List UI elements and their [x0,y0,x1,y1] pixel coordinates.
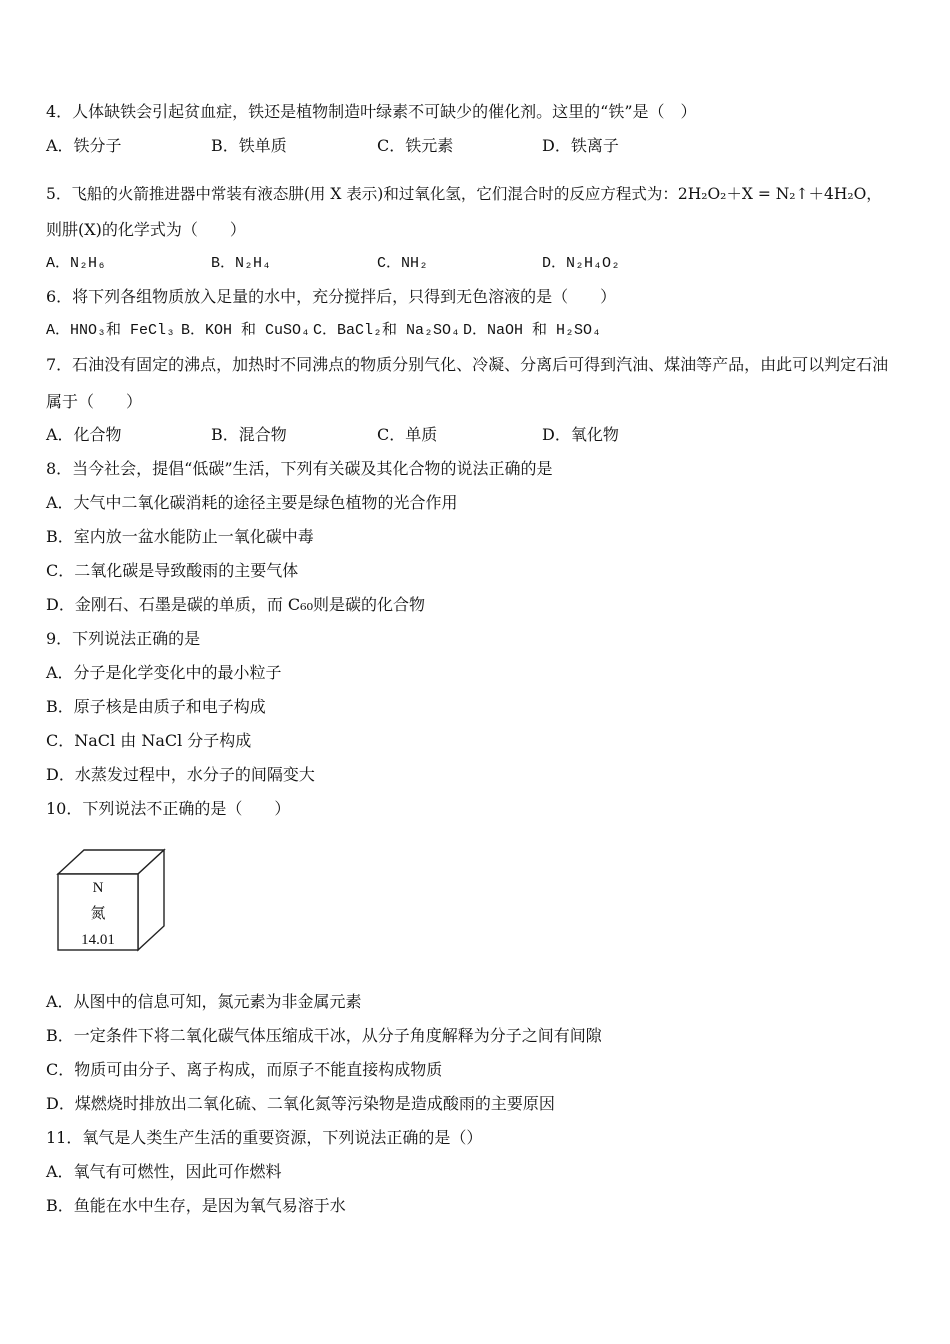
question-7-option-c: C．单质 [377,425,438,444]
question-6-option-d: D．NaOH 和 H₂SO₄ [463,322,602,339]
question-10-option-a: A．从图中的信息可知，氮元素为非金属元素 [46,992,362,1011]
question-9-option-a: A．分子是化学变化中的最小粒子 [46,663,282,682]
question-9-stem: 9．下列说法正确的是 [46,629,201,648]
question-9-option-b: B．原子核是由质子和电子构成 [46,697,266,716]
question-10-option-d: D．煤燃烧时排放出二氧化硫、二氧化氮等污染物是造成酸雨的主要原因 [46,1094,555,1113]
question-5-option-a: A．N₂H₆ [46,255,107,272]
question-9-option-c: C．NaCl 由 NaCl 分子构成 [46,731,252,750]
question-4-option-b: B．铁单质 [211,136,287,155]
question-7-option-a: A．化合物 [46,425,122,444]
question-5-stem-line-2: 则肼(X)的化学式为（ ） [46,220,246,239]
question-6-option-b: B．KOH 和 CuSO₄ [181,322,311,339]
element-symbol: N [92,880,104,896]
question-5-stem-line-1: 5．飞船的火箭推进器中常装有液态肼(用 X 表示)和过氧化氢，它们混合时的反应方程式为：2H₂O₂＋X = N₂↑＋4H₂O， [46,185,882,203]
nitrogen-element-cube [56,848,168,954]
question-4-stem: 4．人体缺铁会引起贫血症，铁还是植物制造叶绿素不可缺少的催化剂。这里的“铁”是（ ） [46,102,697,121]
question-6-option-c: C．BaCl₂和 Na₂SO₄ [313,322,461,339]
question-8-option-d: D．金刚石、石墨是碳的单质，而 C₆₀则是碳的化合物 [46,595,425,614]
question-7-option-b: B．混合物 [211,425,287,444]
question-4-option-a: A．铁分子 [46,136,122,155]
question-6-option-a: A．HNO₃和 FeCl₃ [46,322,176,339]
question-9-option-d: D．水蒸发过程中，水分子的间隔变大 [46,765,315,784]
question-6-stem: 6．将下列各组物质放入足量的水中，充分搅拌后，只得到无色溶液的是（ ） [46,287,617,306]
element-atomic-mass: 14.01 [81,932,115,948]
question-5-option-b: B．N₂H₄ [211,255,272,272]
question-4-option-d: D．铁离子 [542,136,619,155]
question-11-option-a: A．氧气有可燃性，因此可作燃料 [46,1162,282,1181]
question-11-option-b: B．鱼能在水中生存，是因为氧气易溶于水 [46,1196,346,1215]
question-8-option-b: B．室内放一盆水能防止一氧化碳中毒 [46,527,314,546]
question-4-option-c: C．铁元素 [377,136,454,155]
question-7-stem-line-2: 属于（ ） [46,392,143,411]
question-8-option-c: C．二氧化碳是导致酸雨的主要气体 [46,561,299,580]
element-name: 氮 [90,904,106,922]
question-10-option-b: B．一定条件下将二氧化碳气体压缩成干冰，从分子角度解释为分子之间有间隙 [46,1026,602,1045]
question-10-option-c: C．物质可由分子、离子构成，而原子不能直接构成物质 [46,1060,443,1079]
question-11-stem: 11．氧气是人类生产生活的重要资源，下列说法正确的是（） [46,1128,483,1147]
question-5-option-c: C．NH₂ [377,255,429,272]
question-7-option-d: D．氧化物 [542,425,619,444]
question-7-stem-line-1: 7．石油没有固定的沸点，加热时不同沸点的物质分别气化、冷凝、分离后可得到汽油、煤油等产品，由此可以判定石油 [46,355,889,374]
question-8-stem: 8．当今社会，提倡“低碳”生活，下列有关碳及其化合物的说法正确的是 [46,459,553,478]
question-10-stem: 10．下列说法不正确的是（ ） [46,799,291,818]
question-5-option-d: D．N₂H₄O₂ [542,255,621,272]
question-8-option-a: A．大气中二氧化碳消耗的途径主要是绿色植物的光合作用 [46,493,458,512]
